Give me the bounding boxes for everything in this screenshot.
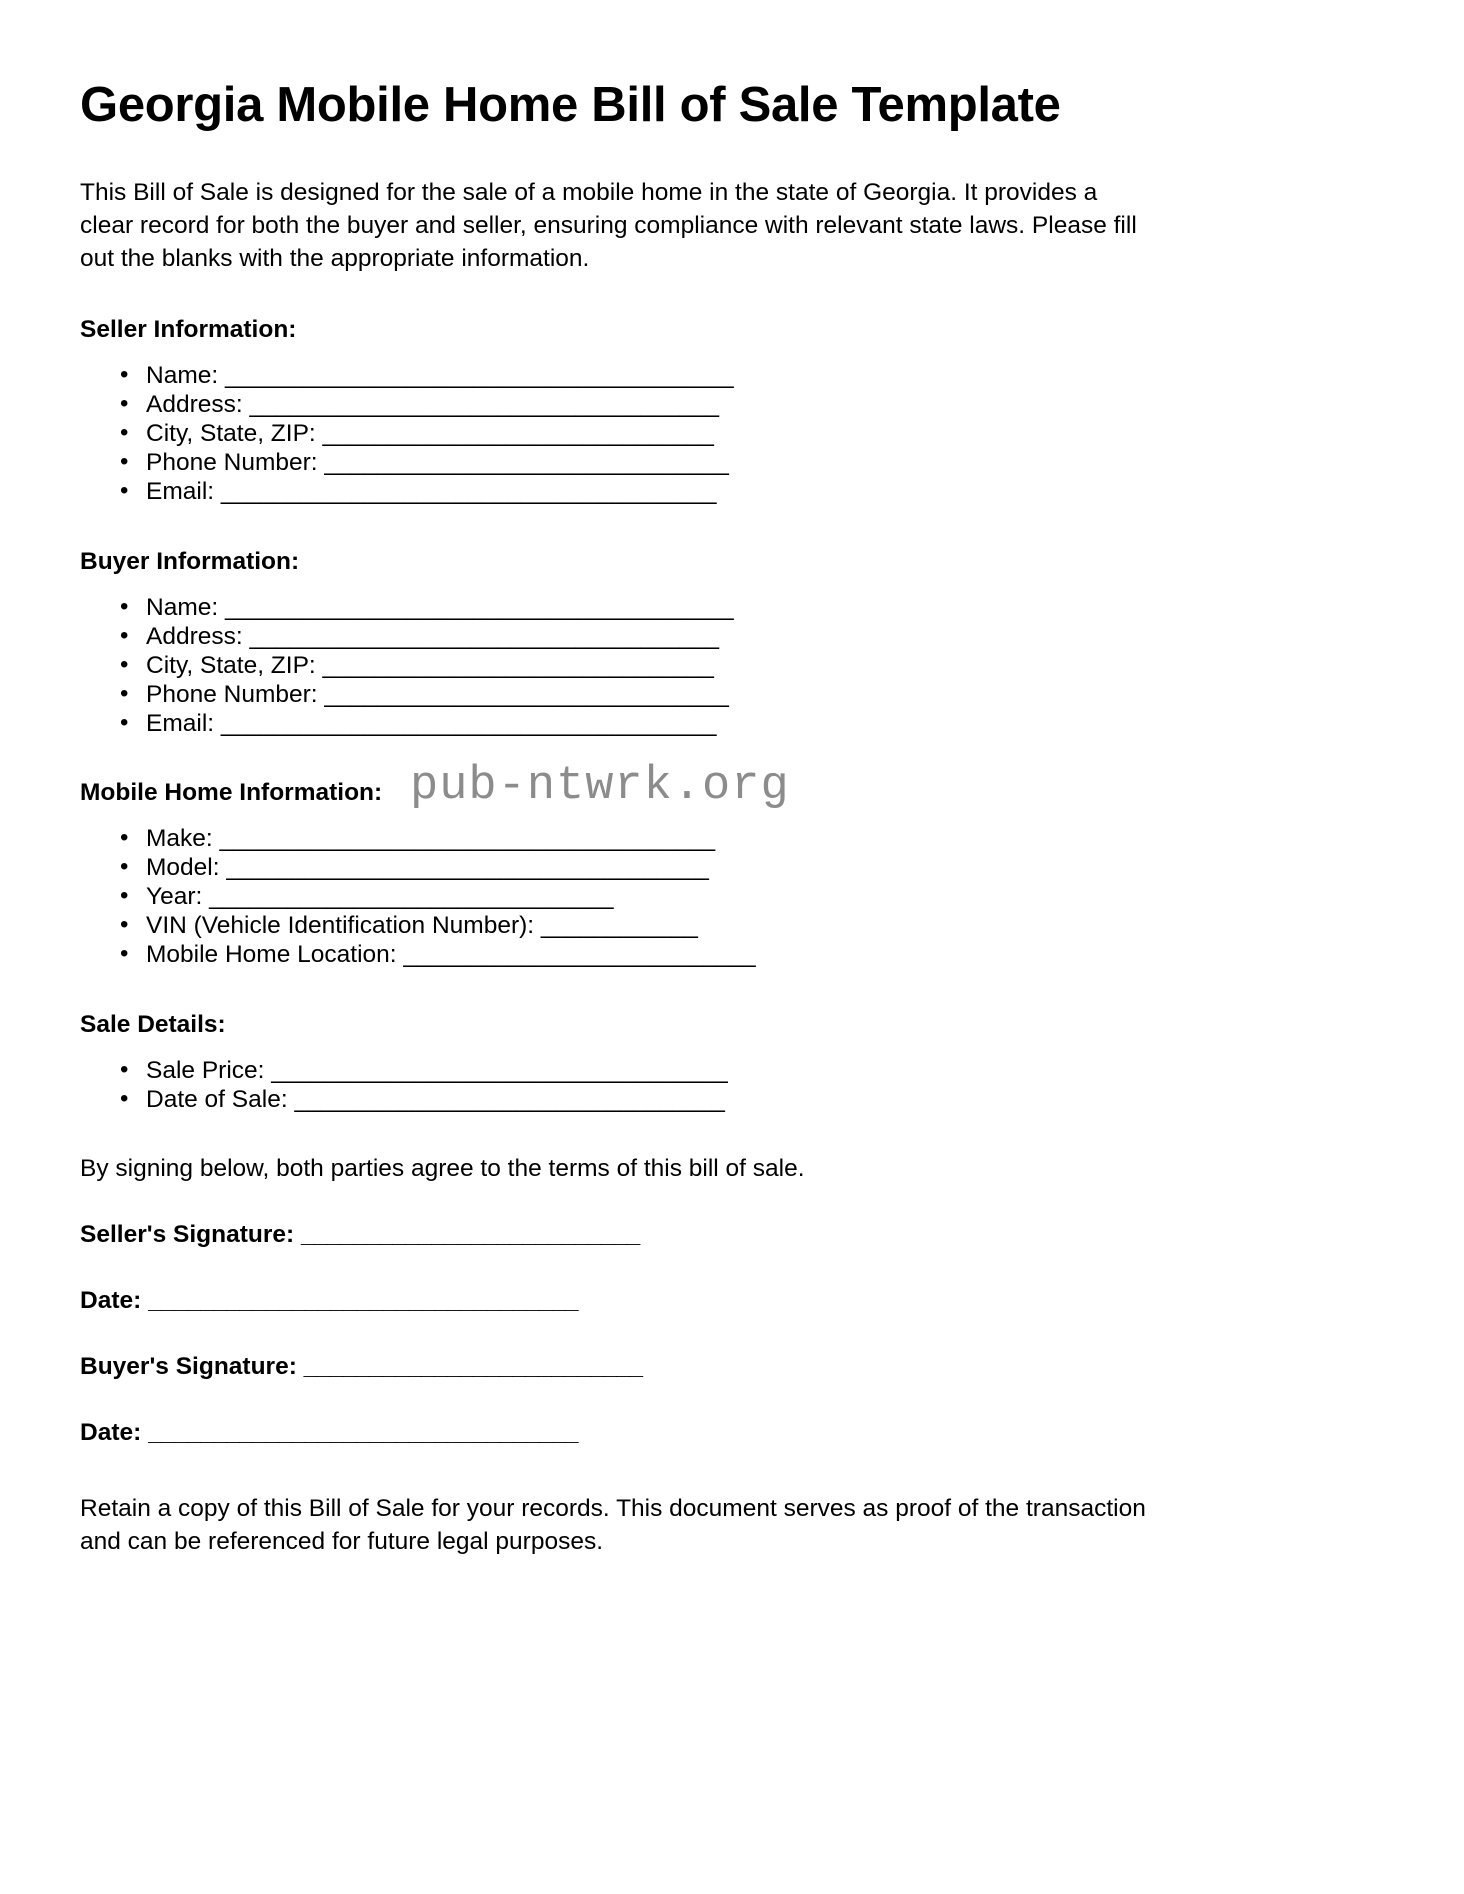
watermark-text: pub-ntwrk.org	[410, 760, 790, 813]
field-label: Name:	[146, 362, 219, 390]
field-blank[interactable]: ____________	[540, 912, 698, 940]
field-blank[interactable]: ______________________________________	[219, 825, 715, 853]
list-item	[120, 681, 1384, 710]
seller-date-label: Date:	[80, 1286, 142, 1314]
list-item	[120, 941, 1384, 970]
list-item	[120, 1057, 1384, 1086]
list-item	[120, 912, 1384, 941]
field-blank[interactable]: ______________________________________	[220, 477, 716, 505]
list-item	[120, 362, 1384, 391]
intro-paragraph: This Bill of Sale is designed for the sale of a mobile home in the state of Georgia. It provides a clear record for both the buyer and seller, ensuring compliance with relevant state laws. Please fill out the blanks with the appropriate information.	[80, 178, 1137, 272]
buyer-signature-row	[80, 1353, 1384, 1381]
page-title: Georgia Mobile Home Bill of Sale Template	[80, 78, 1061, 132]
buyer-fields-list	[80, 594, 1384, 739]
section-heading-sale-details: Sale Details:	[80, 1010, 226, 1038]
seller-signature-blank[interactable]: __________________________	[300, 1220, 640, 1248]
section-heading-mobile-home: Mobile Home Information:	[80, 779, 383, 807]
field-label: Email:	[146, 477, 215, 505]
field-blank[interactable]: _______________________________________	[224, 593, 733, 621]
field-blank[interactable]: _______________________________	[324, 680, 729, 708]
field-label: City, State, ZIP:	[146, 420, 316, 448]
field-label: Address:	[146, 391, 243, 419]
field-blank[interactable]: _________________________________	[294, 1085, 725, 1113]
field-blank[interactable]: ______________________________	[322, 651, 714, 679]
field-blank[interactable]: ___________________________	[403, 941, 756, 969]
list-item	[120, 825, 1384, 854]
field-blank[interactable]: ___________________________________	[271, 1056, 728, 1084]
field-label: Phone Number:	[146, 680, 318, 708]
field-blank[interactable]: _______________________________	[324, 449, 729, 477]
seller-signature-row	[80, 1221, 1384, 1249]
agreement-paragraph: By signing below, both parties agree to the terms of this bill of sale.	[80, 1154, 805, 1182]
buyer-signature-blank[interactable]: __________________________	[303, 1352, 643, 1380]
field-label: City, State, ZIP:	[146, 651, 316, 679]
list-item	[120, 420, 1384, 449]
list-item	[120, 478, 1384, 507]
field-blank[interactable]: _______________________________________	[224, 362, 733, 390]
sale-details-fields-list	[80, 1057, 1384, 1115]
list-item	[120, 710, 1384, 739]
buyer-signature-label: Buyer's Signature:	[80, 1352, 297, 1380]
closing-paragraph: Retain a copy of this Bill of Sale for your records. This document serves as proof of the transaction and can be referenced for future legal purposes.	[80, 1494, 1146, 1555]
field-label: Mobile Home Location:	[146, 941, 397, 969]
field-label: Address:	[146, 622, 243, 650]
mobile-home-fields-list	[80, 825, 1384, 970]
list-item	[120, 623, 1384, 652]
section-heading-seller: Seller Information:	[80, 316, 297, 344]
seller-date-blank[interactable]: _________________________________	[148, 1286, 578, 1314]
list-item	[120, 594, 1384, 623]
section-heading-buyer: Buyer Information:	[80, 547, 300, 575]
buyer-date-row	[80, 1419, 1384, 1447]
buyer-date-label: Date:	[80, 1418, 142, 1446]
field-label: Phone Number:	[146, 449, 318, 477]
field-label: Model:	[146, 854, 220, 882]
field-label: Sale Price:	[146, 1056, 265, 1084]
field-blank[interactable]: ______________________________________	[220, 709, 716, 737]
list-item	[120, 449, 1384, 478]
field-label: VIN (Vehicle Identification Number):	[146, 912, 535, 940]
list-item	[120, 854, 1384, 883]
field-label: Email:	[146, 709, 215, 737]
field-blank[interactable]: ______________________________	[322, 420, 714, 448]
field-blank[interactable]: _____________________________________	[226, 854, 709, 882]
list-item	[120, 391, 1384, 420]
field-blank[interactable]: ____________________________________	[249, 622, 719, 650]
list-item	[120, 652, 1384, 681]
seller-fields-list	[80, 362, 1384, 507]
field-label: Date of Sale:	[146, 1085, 288, 1113]
seller-signature-label: Seller's Signature:	[80, 1220, 295, 1248]
field-label: Year:	[146, 883, 203, 911]
list-item	[120, 1086, 1384, 1115]
field-blank[interactable]: _______________________________	[209, 883, 613, 911]
buyer-date-blank[interactable]: _________________________________	[148, 1418, 578, 1446]
seller-date-row	[80, 1287, 1384, 1315]
field-label: Name:	[146, 593, 219, 621]
field-label: Make:	[146, 825, 213, 853]
list-item	[120, 883, 1384, 912]
field-blank[interactable]: ____________________________________	[249, 391, 719, 419]
